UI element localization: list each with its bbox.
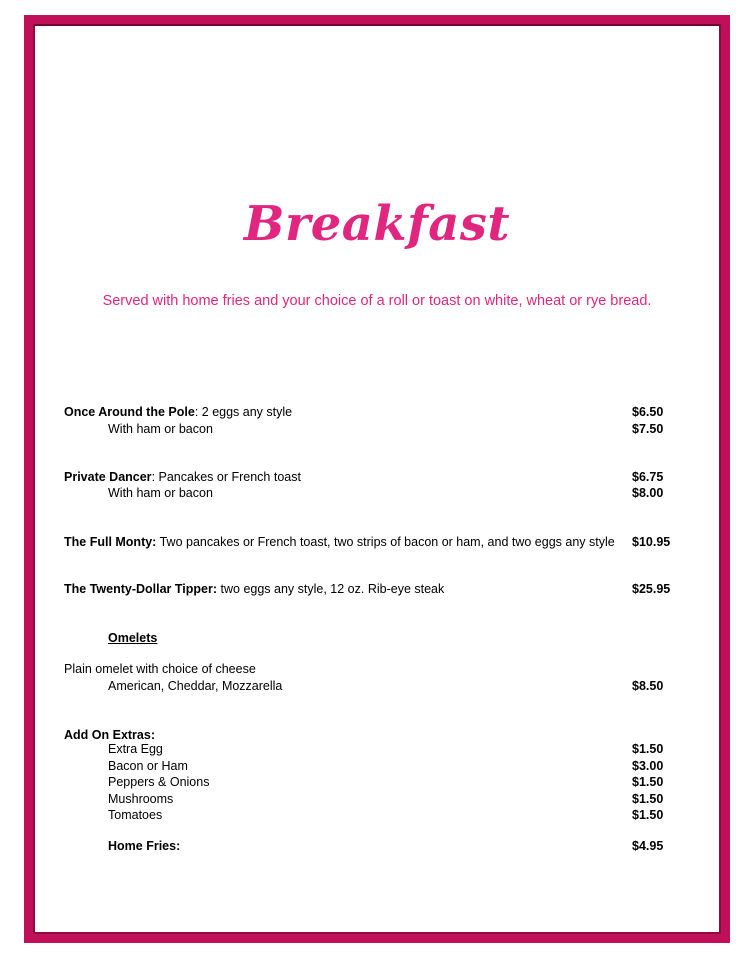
omelets-heading: Omelets [108, 631, 158, 645]
item-price: $6.50 [632, 405, 664, 419]
omelet-price: $8.50 [632, 679, 664, 693]
home-fries-price: $4.95 [632, 839, 664, 853]
item-name: The Twenty-Dollar Tipper: [64, 582, 218, 596]
extra-item: Mushrooms [108, 792, 174, 806]
menu-item-twenty-dollar-tipper [64, 582, 444, 597]
home-fries-label: Home Fries: [108, 839, 181, 853]
item-description: 2 eggs any style [201, 405, 293, 419]
extra-item: Extra Egg [108, 742, 163, 756]
item-description: Two pancakes or French toast, two strips of bacon or ham, and two eggs any style [159, 535, 615, 549]
item-separator: : [194, 405, 202, 419]
extra-item: Tomatoes [108, 808, 163, 822]
item-name: The Full Monty: [64, 535, 157, 549]
omelet-cheeses: American, Cheddar, Mozzarella [108, 679, 283, 693]
extra-price: $1.50 [632, 775, 664, 789]
item-name: Private Dancer [64, 470, 152, 484]
extra-price: $1.50 [632, 808, 664, 822]
item-option: With ham or bacon [108, 422, 213, 436]
item-option-price: $8.00 [632, 486, 664, 500]
extra-price: $1.50 [632, 792, 664, 806]
item-price: $10.95 [632, 535, 671, 549]
extra-price: $1.50 [632, 742, 664, 756]
menu-item-full-monty [64, 535, 615, 550]
item-option-price: $7.50 [632, 422, 664, 436]
menu-item-once-around-the-pole [64, 405, 292, 420]
item-description: Pancakes or French toast [158, 470, 301, 484]
item-description: two eggs any style, 12 oz. Rib-eye steak [220, 582, 445, 596]
item-price: $25.95 [632, 582, 671, 596]
extra-price: $3.00 [632, 759, 664, 773]
item-name: Once Around the Pole [64, 405, 195, 419]
extras-heading: Add On Extras: [64, 728, 155, 742]
item-option: With ham or bacon [108, 486, 213, 500]
menu-title: Breakfast [243, 196, 511, 252]
extra-item: Bacon or Ham [108, 759, 188, 773]
item-separator: : [151, 470, 159, 484]
extra-item: Peppers & Onions [108, 775, 210, 789]
menu-subtitle: Served with home fries and your choice of a roll or toast on white, wheat or rye bread. [102, 293, 652, 309]
menu-item-private-dancer [64, 470, 301, 485]
omelet-description: Plain omelet with choice of cheese [64, 662, 256, 676]
item-price: $6.75 [632, 470, 664, 484]
